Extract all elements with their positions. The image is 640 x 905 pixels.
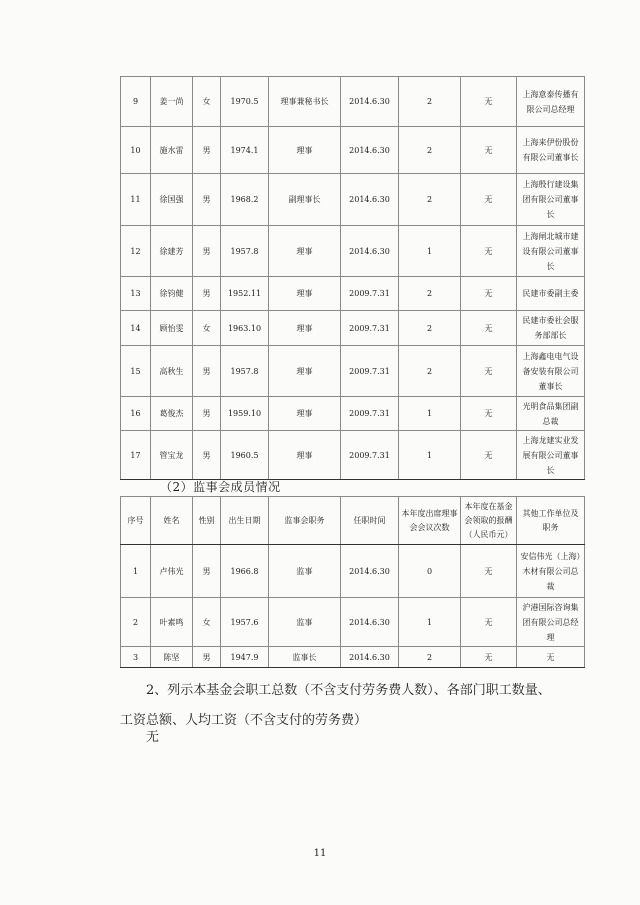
cell-date: 2014.6.30 <box>341 127 399 174</box>
cell-date: 2014.6.30 <box>341 226 399 277</box>
cell-birth: 1960.5 <box>221 431 269 480</box>
header-name: 姓名 <box>151 497 193 545</box>
cell-role: 理事 <box>269 127 341 174</box>
cell-name: 顾怡雯 <box>151 311 193 346</box>
cell-no: 3 <box>121 647 151 668</box>
supervisors-section-title: （2）监事会成员情况 <box>160 480 281 494</box>
cell-meetings: 2 <box>399 127 461 174</box>
cell-meetings: 2 <box>399 311 461 346</box>
cell-no: 11 <box>121 174 151 226</box>
table-row <box>121 647 585 668</box>
cell-birth: 1966.8 <box>221 545 269 598</box>
cell-meetings: 1 <box>399 431 461 480</box>
cell-meetings: 0 <box>399 545 461 598</box>
cell-name: 葛俊杰 <box>151 397 193 431</box>
header-pay: 本年度在基金会领取的报酬（人民币元） <box>461 497 517 545</box>
section-2-paragraph: 2、列示本基金会职工总数（不含支付劳务费人数）、各部门职工数量、工资总额、人均工资（不含支付的劳务费） <box>120 683 551 728</box>
table-row <box>121 397 585 431</box>
cell-pay: 无 <box>461 545 517 598</box>
cell-org: 无 <box>517 647 585 668</box>
cell-no: 13 <box>121 277 151 311</box>
cell-birth: 1957.6 <box>221 598 269 647</box>
cell-no: 17 <box>121 431 151 480</box>
cell-date: 2014.6.30 <box>341 647 399 668</box>
cell-no: 14 <box>121 311 151 346</box>
cell-pay: 无 <box>461 226 517 277</box>
cell-pay: 无 <box>461 277 517 311</box>
cell-date: 2014.6.30 <box>341 77 399 127</box>
cell-gender: 男 <box>193 277 221 311</box>
cell-meetings: 1 <box>399 397 461 431</box>
cell-name: 姜一尚 <box>151 77 193 127</box>
cell-role: 监事长 <box>269 647 341 668</box>
header-meetings: 本年度出席理事会会议次数 <box>399 497 461 545</box>
cell-role: 理事 <box>269 311 341 346</box>
cell-org: 民建市委副主委 <box>517 277 585 311</box>
supervisors-table <box>120 496 585 668</box>
cell-gender: 男 <box>193 397 221 431</box>
cell-meetings: 2 <box>399 77 461 127</box>
cell-org: 沪港国际咨询集团有限公司总经理 <box>517 598 585 647</box>
cell-no: 15 <box>121 346 151 397</box>
cell-org: 上海龙建实业发展有限公司董事长 <box>517 431 585 480</box>
cell-role: 理事 <box>269 431 341 480</box>
cell-pay: 无 <box>461 346 517 397</box>
cell-date: 2009.7.31 <box>341 311 399 346</box>
cell-gender: 女 <box>193 311 221 346</box>
cell-role: 理事 <box>269 397 341 431</box>
cell-gender: 男 <box>193 545 221 598</box>
table-header-row <box>121 497 585 545</box>
cell-date: 2009.7.31 <box>341 397 399 431</box>
cell-date: 2014.6.30 <box>341 545 399 598</box>
cell-name: 高秋生 <box>151 346 193 397</box>
cell-org: 安信伟光（上海）木材有限公司总裁 <box>517 545 585 598</box>
cell-pay: 无 <box>461 127 517 174</box>
cell-birth: 1970.5 <box>221 77 269 127</box>
cell-birth: 1957.8 <box>221 346 269 397</box>
cell-role: 理事兼秘书长 <box>269 77 341 127</box>
table-row <box>121 277 585 311</box>
table-row <box>121 311 585 346</box>
table-row <box>121 174 585 226</box>
cell-role: 理事 <box>269 346 341 397</box>
cell-meetings: 2 <box>399 277 461 311</box>
cell-birth: 1952.11 <box>221 277 269 311</box>
cell-role: 监事 <box>269 598 341 647</box>
cell-birth: 1974.1 <box>221 127 269 174</box>
cell-birth: 1968.2 <box>221 174 269 226</box>
cell-pay: 无 <box>461 311 517 346</box>
table-row <box>121 127 585 174</box>
page-number: 11 <box>313 848 327 859</box>
cell-no: 10 <box>121 127 151 174</box>
header-role: 监事会职务 <box>269 497 341 545</box>
cell-no: 16 <box>121 397 151 431</box>
cell-meetings: 1 <box>399 226 461 277</box>
cell-meetings: 2 <box>399 346 461 397</box>
cell-gender: 男 <box>193 226 221 277</box>
cell-gender: 女 <box>193 77 221 127</box>
cell-no: 12 <box>121 226 151 277</box>
cell-gender: 男 <box>193 431 221 480</box>
cell-name: 徐建芳 <box>151 226 193 277</box>
header-date: 任职时间 <box>341 497 399 545</box>
table-row <box>121 77 585 127</box>
cell-no: 1 <box>121 545 151 598</box>
cell-org: 上海鑫电电气设备安装有限公司董事长 <box>517 346 585 397</box>
cell-date: 2014.6.30 <box>341 174 399 226</box>
cell-pay: 无 <box>461 174 517 226</box>
header-birth: 出生日期 <box>221 497 269 545</box>
cell-name: 叶素鸣 <box>151 598 193 647</box>
cell-role: 监事 <box>269 545 341 598</box>
cell-org: 上海来伊份股份有限公司董事长 <box>517 127 585 174</box>
cell-pay: 无 <box>461 397 517 431</box>
header-no: 序号 <box>121 497 151 545</box>
table-row <box>121 598 585 647</box>
board-members-table <box>120 76 585 480</box>
cell-date: 2009.7.31 <box>341 431 399 480</box>
cell-meetings: 2 <box>399 647 461 668</box>
cell-pay: 无 <box>461 598 517 647</box>
cell-org: 光明食品集团副总裁 <box>517 397 585 431</box>
table-row <box>121 346 585 397</box>
cell-no: 2 <box>121 598 151 647</box>
cell-name: 施水雷 <box>151 127 193 174</box>
cell-org: 上海闸北城市建设有限公司董事长 <box>517 226 585 277</box>
cell-pay: 无 <box>461 77 517 127</box>
cell-pay: 无 <box>461 431 517 480</box>
section-2-answer: 无 <box>146 730 160 745</box>
cell-birth: 1957.8 <box>221 226 269 277</box>
cell-org: 上海殷行建设集团有限公司董事长 <box>517 174 585 226</box>
cell-meetings: 2 <box>399 174 461 226</box>
cell-gender: 男 <box>193 647 221 668</box>
cell-name: 徐国强 <box>151 174 193 226</box>
cell-org: 上海意泰传播有限公司总经理 <box>517 77 585 127</box>
cell-gender: 女 <box>193 598 221 647</box>
cell-gender: 男 <box>193 174 221 226</box>
cell-pay: 无 <box>461 647 517 668</box>
cell-no: 9 <box>121 77 151 127</box>
table-row <box>121 545 585 598</box>
cell-birth: 1963.10 <box>221 311 269 346</box>
cell-role: 副理事长 <box>269 174 341 226</box>
cell-birth: 1947.9 <box>221 647 269 668</box>
header-gender: 性别 <box>193 497 221 545</box>
cell-date: 2009.7.31 <box>341 346 399 397</box>
cell-gender: 男 <box>193 127 221 174</box>
cell-name: 徐钧健 <box>151 277 193 311</box>
cell-meetings: 1 <box>399 598 461 647</box>
cell-role: 理事 <box>269 277 341 311</box>
table-row <box>121 226 585 277</box>
cell-date: 2009.7.31 <box>341 277 399 311</box>
cell-name: 管宝龙 <box>151 431 193 480</box>
table-row <box>121 431 585 480</box>
header-org: 其他工作单位及职务 <box>517 497 585 545</box>
cell-birth: 1959.10 <box>221 397 269 431</box>
cell-date: 2014.6.30 <box>341 598 399 647</box>
cell-role: 理事 <box>269 226 341 277</box>
cell-name: 卢伟光 <box>151 545 193 598</box>
cell-name: 陈坚 <box>151 647 193 668</box>
cell-org: 民建市委社会服务部部长 <box>517 311 585 346</box>
cell-gender: 男 <box>193 346 221 397</box>
